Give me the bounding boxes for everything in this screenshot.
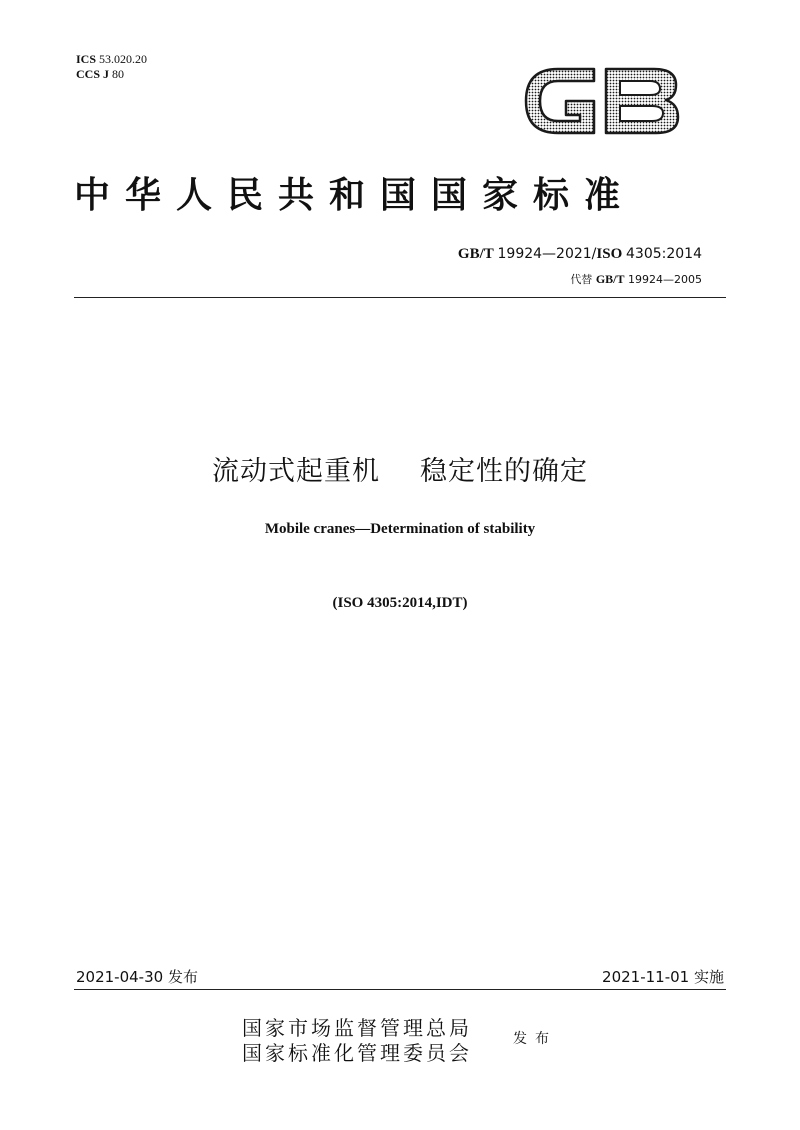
- classification-codes: [76, 52, 147, 82]
- bottom-divider: [74, 989, 726, 990]
- standard-number: [458, 246, 702, 263]
- iso-reference: (ISO 4305:2014,IDT): [332, 595, 468, 611]
- standard-prefix: GB/T: [457, 246, 494, 262]
- title-cn-part2: 稳定性的确定: [420, 456, 588, 487]
- issuer-samr: 国家市场监督管理总局: [242, 1016, 472, 1040]
- ccs-code-line: [76, 67, 147, 82]
- replaces-label: 代替: [570, 273, 593, 286]
- implementation-date: 2021-11-01 实施: [602, 968, 724, 986]
- ics-code: 53.020.20: [99, 52, 148, 66]
- ics-code-line: [76, 52, 147, 67]
- replaces-number: 19924—2005: [628, 273, 702, 286]
- replaces-line: [570, 271, 702, 287]
- issuer-sac: 国家标准化管理委员会: [242, 1041, 472, 1065]
- issuers: [242, 1016, 472, 1066]
- iso-number: 4305:2014: [626, 246, 702, 262]
- top-divider: [74, 297, 726, 298]
- ics-label: ICS: [76, 52, 97, 66]
- issue-action: 发布: [513, 1031, 557, 1047]
- gb-logo-icon: [522, 61, 682, 141]
- title-cn: [0, 449, 800, 488]
- title-cn-part1: 流动式起重机: [212, 456, 380, 487]
- standard-type-title: 中华人民共和国国家标准: [74, 174, 636, 216]
- replaces-std: GB/T: [595, 272, 625, 286]
- ccs-code: 80: [112, 67, 125, 81]
- issue-date: 2021-04-30 发布: [76, 968, 198, 986]
- iso-prefix: ISO: [596, 246, 623, 262]
- standard-number-value: 19924—2021/: [497, 246, 597, 262]
- ccs-label: CCS J: [76, 67, 110, 81]
- title-en: Mobile cranes—Determination of stability: [264, 521, 536, 537]
